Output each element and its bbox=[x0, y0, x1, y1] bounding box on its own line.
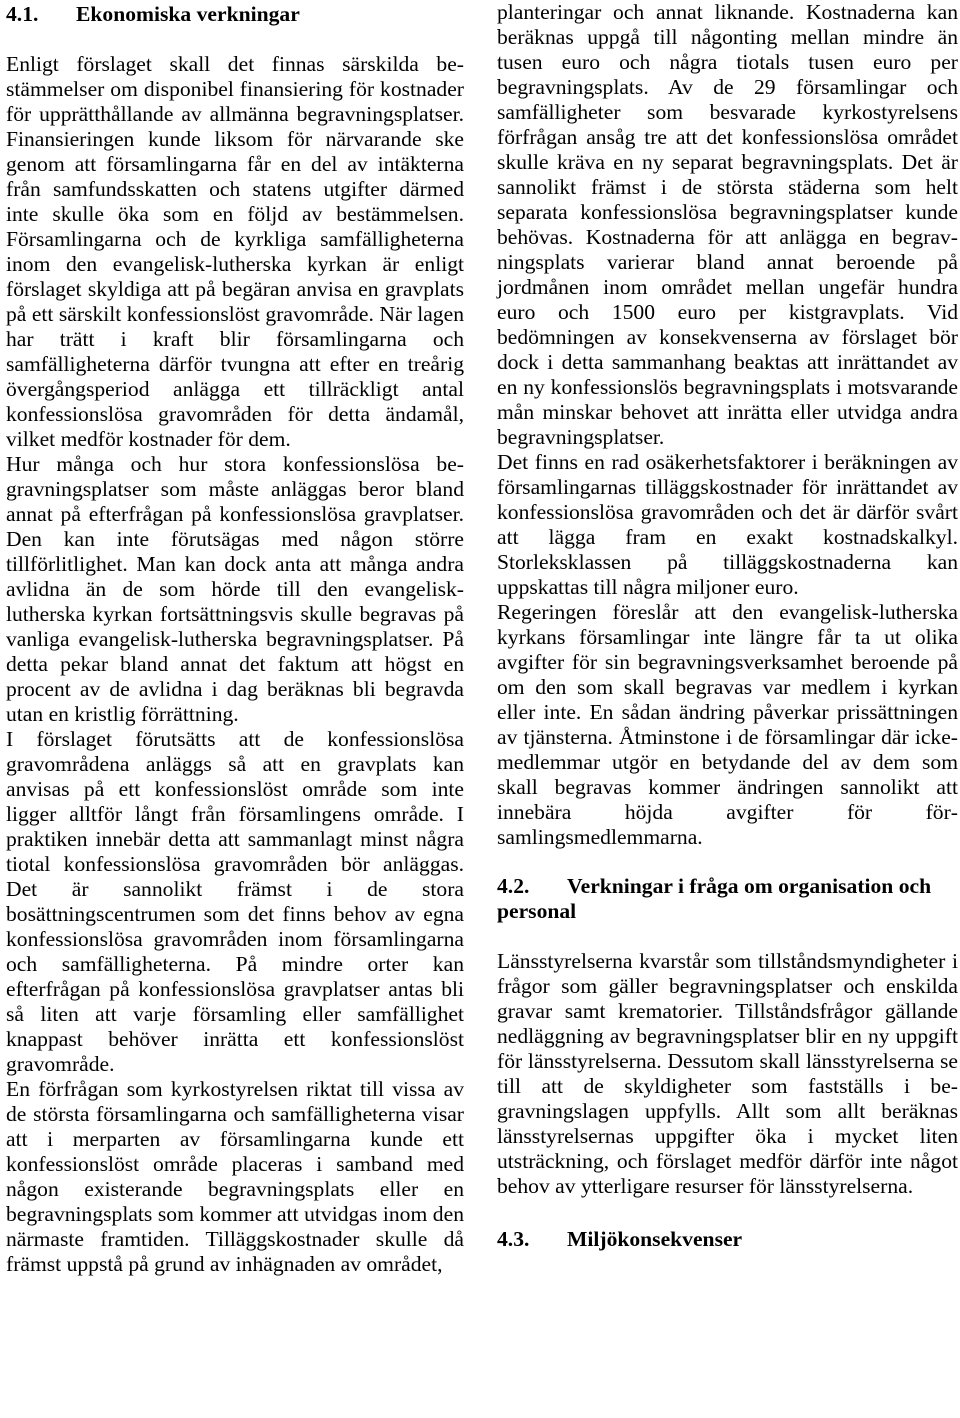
section-heading-4-1 bbox=[6, 2, 464, 27]
paragraph: Det finns en rad osäkerhetsfaktorer i beräkningen av församlingarnas tilläggskostnader för inrättandet av konfessionslösa gravområden och det är därför svårt att lägga fram en exakt kostnadskalkyl. Storleksklassen på tilläggskostnaderna kan uppskattas till några miljoner euro. bbox=[497, 450, 958, 599]
paragraph: planteringar och annat liknande. Kostnaderna kan beräknas uppgå till någonting mellan mindre än tusen euro och några tiotals tusen euro per begravningsplats. Av de 29 församlingar och samfälligheter som besvarade kyrkostyrelsens förfrågan ansåg tre att det konfessionslösa området skulle kräva en ny separat begravningsplats. Det är sannolikt främst i de största städerna som helt separata konfessionslösa begravningsplatser kunde behövas. Kostnaderna för att anlägga en begravningsplats varierar bland annat beroende på jordmånen inom området mellan ungefär hundra euro och 1500 euro per kistgravplats. Vid bedömningen av konsekvenserna av förslaget bör dock i detta sammanhang beaktas att inrättandet av en ny konfessionslös begravningsplats i motsvarande mån minskar behovet att inrätta eller utvidga andra begravningsplatser. bbox=[497, 0, 958, 449]
section-title: Verkningar i fråga om organisation och personal bbox=[497, 874, 932, 923]
paragraph: I förslaget förutsätts att de konfessionslösa gravområdena anläggs så att en gravplats kan anvisas på ett konfessionslöst område som inte ligger alltför långt från församlingens område. I praktiken innebär detta att sammanlagt minst några tiotal konfessionslösa gravområden bör anläggas. Det är sannolikt främst i de stora bosättningscentrumen som det finns behov av egna konfessionslösa gravområden inom församlingarna och samfälligheterna. På mindre orter kan efterfrågan på konfessionslösa gravplatser antas bli så liten att varje församling eller samfällighet knappast behöver inrätta ett konfessionslöst gravområde. bbox=[6, 727, 464, 1076]
section-title: Miljökonsekvenser bbox=[567, 1227, 743, 1251]
section-heading-4-2 bbox=[497, 874, 958, 924]
section-number: 4.2. bbox=[497, 874, 530, 898]
section-number: 4.3. bbox=[497, 1227, 530, 1251]
left-column bbox=[6, 0, 464, 1277]
paragraph: Regeringen föreslår att den evangelisk-lutherska kyrkans församlingar inte längre får ta ut olika avgifter för sin begravningsverksamhet beroende på om den som skall begravas var medlem i kyrkan eller inte. En sådan ändring påverkar prissättningen av tjänsterna. Åtminstone i de församlingar där icke-medlemmar utgör en betydande del av dem som skall begravas kommer ändringen sannolikt att innebära höjda avgifter för församlingsmedlemmarna. bbox=[497, 600, 958, 849]
paragraph: Enligt förslaget skall det finnas särskilda bestämmelser om disponibel finansiering för kostnader för upprätthållande av allmänna begravningsplatser. Finansieringen kunde liksom för närvarande ske genom att församlingarna får en del av intäkterna från samfundsskatten och statens utgifter därmed inte skulle öka som en följd av bestämmelsen. Församlingarna och de kyrkliga samfälligheterna inom den evangelisk-lutherska kyrkan är enligt förslaget skyldiga att på begäran anvisa en gravplats på ett särskilt konfessionslöst gravområde. När lagen har trätt i kraft blir församlingarna och samfälligheterna därför tvungna att efter en treårig övergångsperiod anlägga ett tillräckligt antal konfessionslösa gravområden för detta ändamål, vilket medför kostnader för dem. bbox=[6, 52, 464, 451]
section-number: 4.1. bbox=[6, 2, 39, 26]
paragraph: Hur många och hur stora konfessionslösa begravningsplatser som måste anläggas beror bland annat på efterfrågan på konfessionslösa gravplatser. Den kan inte förutsägas med någon större tillförlitlighet. Man kan dock anta att många andra avlidna än de som hörde till den evangelisk-lutherska kyrkan fortsättningsvis skulle begravas på vanliga evangelisk-lutherska begravningsplatser. På detta pekar bland annat det faktum att högst en procent av de avlidna i dag beräknas bli begravda utan en kristlig förrättning. bbox=[6, 452, 464, 726]
paragraph: Länsstyrelserna kvarstår som tillståndsmyndigheter i frågor som gäller begravningsplatser och enskilda gravar samt krematorier. Tillståndsfrågor gällande nedläggning av begravningsplatser blir en ny uppgift för länsstyrelserna. Dessutom skall länsstyrelserna se till att de skyldigheter som fastställs i begravningslagen uppfylls. Allt som allt beräknas länsstyrelsernas uppgifter öka i mycket liten utsträckning, och förslaget medför därför inte något behov av ytterligare resurser för länsstyrelserna. bbox=[497, 949, 958, 1198]
paragraph: En förfrågan som kyrkostyrelsen riktat till vissa av de största församlingarna och samfälligheterna visar att i merparten av församlingarna kunde ett konfessionslöst område placeras i samband med någon existerande begravningsplats eller en begravningsplats som kommer att utvidgas inom den närmaste framtiden. Tilläggskostnader skulle då främst uppstå på grund av inhägnaden av området, bbox=[6, 1077, 464, 1276]
section-title: Ekonomiska verkningar bbox=[76, 2, 300, 26]
right-column bbox=[497, 0, 958, 1252]
section-heading-4-3 bbox=[497, 1227, 958, 1252]
